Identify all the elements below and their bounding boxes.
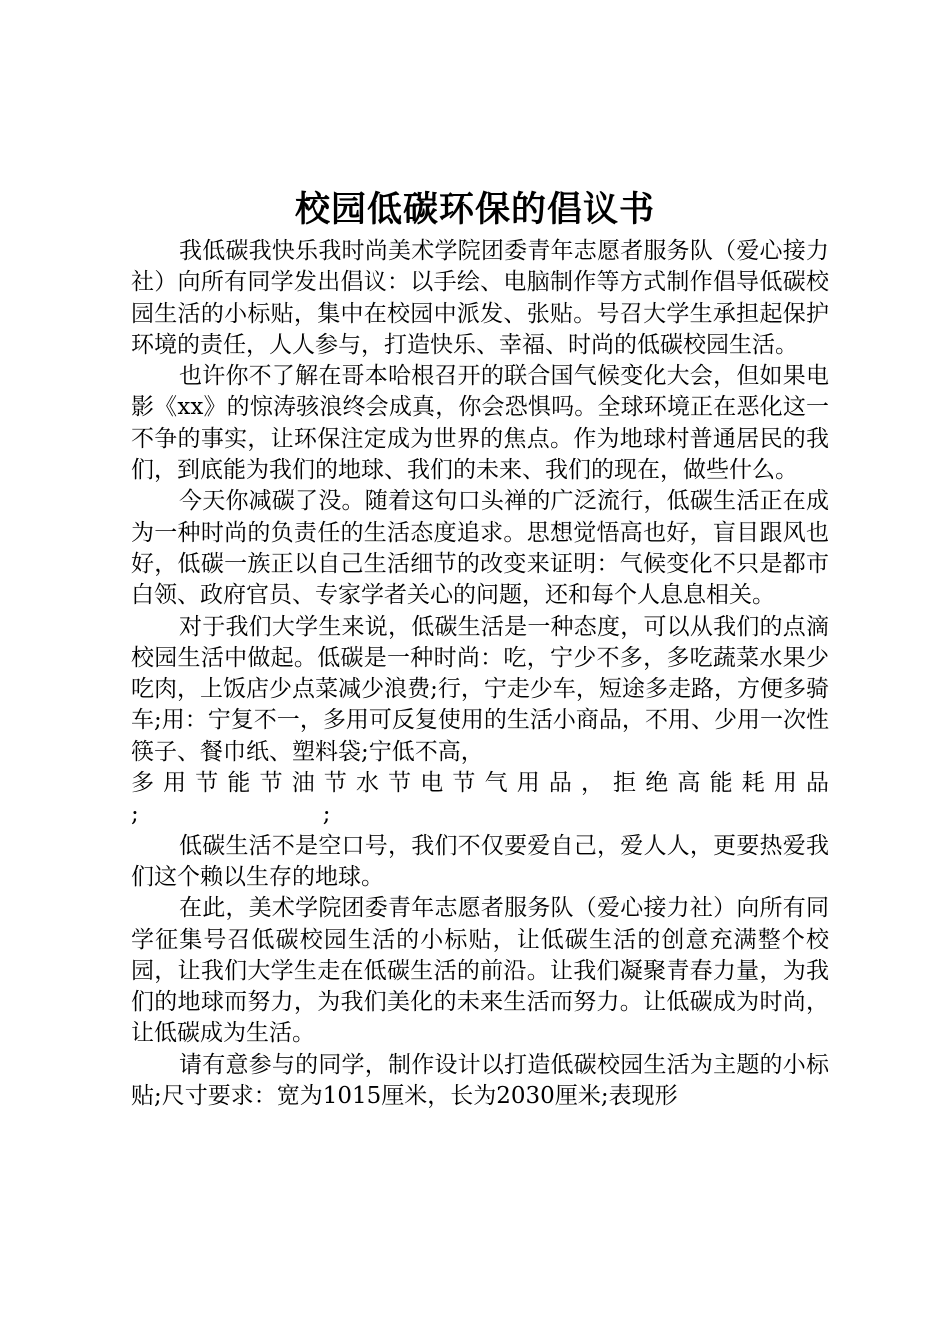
paragraph-6: 在此，美术学院团委青年志愿者服务队（爱心接力社）向所有同学征集号召低碳校园生活的小标贴，让低碳生活的创意充满整个校园，让我们大学生走在低碳生活的前沿。让我们凝聚青春力量，为我们的地球而努力，为我们美化的未来生活而努力。让低碳成为时尚，让低碳成为生活。 bbox=[131, 895, 829, 1047]
paragraph-4: 对于我们大学生来说，低碳生活是一种态度，可以从我们的点滴校园生活中做起。低碳是一种时尚：吃，宁少不多，多吃蔬菜水果少吃肉，上饭店少点菜减少浪费;行，宁走少车，短途多走路，方便多骑车;用：宁复不一，多用可反复使用的生活小商品，不用、少用一次性筷子、餐巾纸、塑料袋;宁低不高， bbox=[131, 613, 829, 765]
page-title: 校园低碳环保的倡议书 bbox=[294, 189, 655, 230]
paragraph-5: 低碳生活不是空口号，我们不仅要爱自己，爱人人，更要热爱我们这个赖以生存的地球。 bbox=[131, 832, 829, 890]
paragraph-4-line-spread: 多用节能节油节水节电节气用品，拒绝高能耗用品 bbox=[131, 770, 829, 797]
paragraph-3: 今天你减碳了没。随着这句口头禅的广泛流行，低碳生活正在成为一种时尚的负责任的生活态度追求。思想觉悟高也好，盲目跟风也好，低碳一族正以自己生活细节的改变来证明：气候变化不只是都市白领、政府官员、专家学者关心的问题，还和每个人息息相关。 bbox=[131, 488, 829, 609]
paragraph-2: 也许你不了解在哥本哈根召开的联合国气候变化大会，但如果电影《xx》的惊涛骇浪终会成真，你会恐惧吗。全球环境正在恶化这一不争的事实，让环保注定成为世界的焦点。作为地球村普通居民的我们，到底能为我们的地球、我们的未来、我们的现在，做些什么。 bbox=[131, 363, 829, 484]
paragraph-7: 请有意参与的同学，制作设计以打造低碳校园生活为主题的小标贴;尺寸要求：宽为1015厘米，长为2030厘米;表现形 bbox=[131, 1051, 829, 1110]
document-body bbox=[131, 236, 829, 1112]
paragraph-1: 我低碳我快乐我时尚美术学院团委青年志愿者服务队（爱心接力社）向所有同学发出倡议：以手绘、电脑制作等方式制作倡导低碳校园生活的小标贴，集中在校园中派发、张贴。号召大学生承担起保护环境的责任，人人参与，打造快乐、幸福、时尚的低碳校园生活。 bbox=[131, 238, 829, 358]
paragraph-4-separator: ; ; bbox=[131, 801, 331, 828]
